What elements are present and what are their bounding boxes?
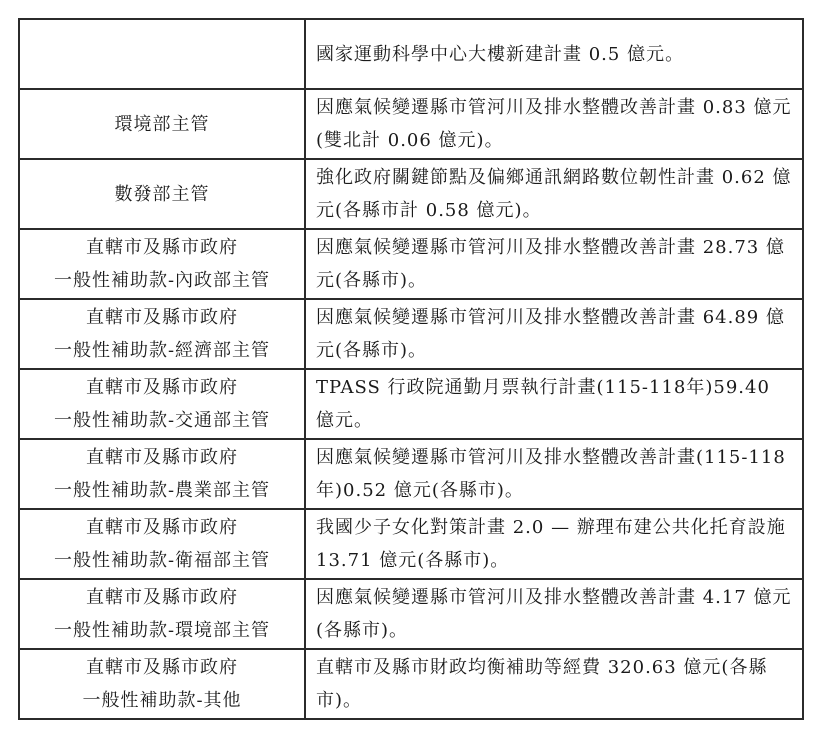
description-cell: 因應氣候變遷縣市管河川及排水整體改善計畫(115-118 年)0.52 億元(各縣市)。 bbox=[305, 439, 803, 509]
agency-cell bbox=[19, 229, 305, 299]
agency-cell bbox=[19, 299, 305, 369]
agency-line-2: 一般性補助款-其他 bbox=[82, 690, 242, 711]
agency-cell bbox=[19, 89, 305, 159]
agency-line-2: 一般性補助款-內政部主管 bbox=[53, 270, 271, 291]
table-row bbox=[19, 509, 803, 579]
agency-line-2: 一般性補助款-經濟部主管 bbox=[53, 340, 271, 361]
agency-cell bbox=[19, 19, 305, 89]
description-cell: 因應氣候變遷縣市管河川及排水整體改善計畫 28.73 億元(各縣市)。 bbox=[305, 229, 803, 299]
description-cell: 因應氣候變遷縣市管河川及排水整體改善計畫 0.83 億元(雙北計 0.06 億元)。 bbox=[305, 89, 803, 159]
agency-cell bbox=[19, 509, 305, 579]
table-row bbox=[19, 89, 803, 159]
table-row bbox=[19, 159, 803, 229]
agency-line-1: 直轄市及縣市政府 bbox=[86, 377, 238, 398]
agency-line-1: 直轄市及縣市政府 bbox=[86, 657, 238, 678]
description-cell: TPASS 行政院通勤月票執行計畫(115-118年)59.40 億元。 bbox=[305, 369, 803, 439]
description-cell: 因應氣候變遷縣市管河川及排水整體改善計畫 4.17 億元(各縣市)。 bbox=[305, 579, 803, 649]
description-cell: 強化政府關鍵節點及偏鄉通訊網路數位韌性計畫 0.62 億元(各縣市計 0.58 億元)。 bbox=[305, 159, 803, 229]
agency-cell bbox=[19, 369, 305, 439]
agency-line-1: 直轄市及縣市政府 bbox=[86, 307, 238, 328]
description-cell: 直轄市及縣市財政均衡補助等經費 320.63 億元(各縣市)。 bbox=[305, 649, 803, 719]
description-cell: 國家運動科學中心大樓新建計畫 0.5 億元。 bbox=[305, 19, 803, 89]
budget-table bbox=[18, 18, 804, 720]
agency-line-2: 一般性補助款-農業部主管 bbox=[53, 480, 271, 501]
agency-line-2: 一般性補助款-環境部主管 bbox=[53, 620, 271, 641]
agency-cell bbox=[19, 649, 305, 719]
table-row bbox=[19, 649, 803, 719]
agency-line-1: 環境部主管 bbox=[114, 113, 210, 135]
table-row bbox=[19, 299, 803, 369]
agency-line-1: 直轄市及縣市政府 bbox=[86, 237, 238, 258]
agency-line-1: 直轄市及縣市政府 bbox=[86, 447, 238, 468]
agency-line-1: 直轄市及縣市政府 bbox=[86, 517, 238, 538]
table-row bbox=[19, 229, 803, 299]
agency-cell bbox=[19, 159, 305, 229]
agency-line-1: 直轄市及縣市政府 bbox=[86, 587, 238, 608]
agency-cell bbox=[19, 439, 305, 509]
description-cell: 我國少子女化對策計畫 2.0 — 辦理布建公共化托育設施 13.71 億元(各縣市)。 bbox=[305, 509, 803, 579]
agency-cell bbox=[19, 579, 305, 649]
description-cell: 因應氣候變遷縣市管河川及排水整體改善計畫 64.89 億元(各縣市)。 bbox=[305, 299, 803, 369]
agency-line-2: 一般性補助款-衛福部主管 bbox=[53, 550, 271, 571]
table-row bbox=[19, 19, 803, 89]
table-row bbox=[19, 439, 803, 509]
agency-line-1: 數發部主管 bbox=[114, 183, 210, 205]
table-row bbox=[19, 579, 803, 649]
agency-line-2: 一般性補助款-交通部主管 bbox=[53, 410, 271, 431]
table-row bbox=[19, 369, 803, 439]
